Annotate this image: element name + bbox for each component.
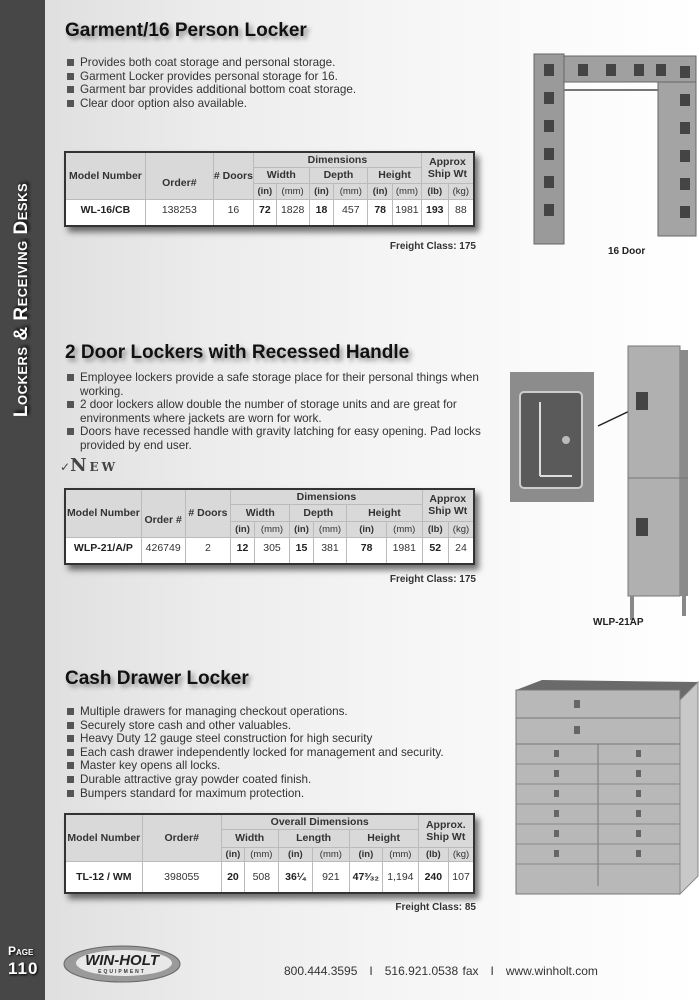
bullet-item: Durable attractive gray powder coated finish.	[66, 773, 444, 787]
phone-number: 800.444.3595	[284, 964, 358, 978]
2-door-locker-image	[510, 340, 699, 625]
header-model-number: Model Number	[65, 814, 142, 861]
cell-height-in: 47³⁄₃₂	[349, 861, 382, 893]
header-width: Width	[254, 167, 310, 183]
header-width: Width	[231, 504, 290, 521]
freight-class-2-door: Freight Class: 175	[389, 574, 476, 585]
cell-height-mm: 1981	[386, 537, 422, 564]
bullet-item: Clear door option also available.	[66, 97, 356, 111]
header-order: Order#	[145, 152, 213, 199]
win-holt-logo	[62, 940, 182, 986]
cell-weight-kg: 24	[448, 537, 474, 564]
header-overall-dimensions: Overall Dimensions	[221, 814, 418, 829]
section-title-garment-locker: Garment/16 Person Locker	[65, 20, 307, 41]
table-row	[65, 861, 474, 893]
header-length: Length	[278, 829, 349, 847]
cell-order: 398055	[142, 861, 221, 893]
cash-drawer-locker-image	[512, 676, 699, 906]
sidebar-category-title: Lockers & Receiving Desks	[11, 182, 32, 418]
cell-weight-lb: 193	[421, 199, 448, 226]
header-depth: Depth	[290, 504, 347, 521]
header-order: Order #	[141, 489, 185, 537]
header-ship-weight: Approx. Ship Wt	[418, 814, 474, 847]
header-model-number: Model Number	[65, 489, 141, 537]
cell-height-in: 78	[347, 537, 387, 564]
section-title-cash-drawer-locker: Cash Drawer Locker	[65, 668, 249, 689]
new-badge	[60, 455, 118, 476]
bullet-item: Securely store cash and other valuables.	[66, 719, 444, 733]
table-row	[65, 537, 474, 564]
cell-depth-in: 15	[290, 537, 313, 564]
cell-width-mm: 1828	[276, 199, 309, 226]
page-number: 110	[8, 959, 39, 978]
unit-mm: (mm)	[313, 847, 350, 861]
page-word: Page	[8, 944, 34, 958]
cell-depth-mm: 457	[334, 199, 368, 226]
cell-model: WL-16/CB	[65, 199, 145, 226]
unit-mm: (mm)	[245, 847, 278, 861]
header-model-number: Model Number	[65, 152, 145, 199]
cell-weight-kg: 88	[448, 199, 474, 226]
cell-order: 138253	[145, 199, 213, 226]
bullet-item: Employee lockers provide a safe storage place for their personal things when working.	[66, 371, 481, 398]
bullet-list-garment-locker	[66, 56, 356, 110]
cell-length-in: 36¼	[278, 861, 313, 893]
separator: I	[490, 964, 494, 978]
logo-sub-text: EQUIPMENT	[98, 969, 146, 975]
check-icon: ✓	[60, 460, 71, 474]
bullet-item: Bumpers standard for maximum protection.	[66, 787, 444, 801]
table-row	[65, 199, 474, 226]
header-height: Height	[368, 167, 422, 183]
bullet-list-2-door-lockers	[66, 371, 481, 453]
page-number-label	[8, 945, 38, 977]
cell-depth-mm: 381	[313, 537, 347, 564]
freight-class-cash-drawer: Freight Class: 85	[395, 902, 476, 913]
header-doors: # Doors	[185, 489, 231, 537]
bullet-item: Doors have recessed handle with gravity latching for easy opening. Pad locks provided by end user.	[66, 425, 481, 452]
cell-height-mm: 1,194	[383, 861, 419, 893]
logo-main-text: WIN-HOLT	[85, 952, 159, 969]
unit-in: (in)	[309, 183, 334, 199]
bullet-item: Master key opens all locks.	[66, 759, 444, 773]
spec-table-2-door-lockers	[64, 488, 475, 565]
unit-mm: (mm)	[386, 521, 422, 537]
header-ship-weight: Approx Ship Wt	[422, 489, 474, 521]
header-height: Height	[349, 829, 418, 847]
sidebar	[0, 0, 45, 1000]
unit-in: (in)	[368, 183, 393, 199]
cell-width-mm: 508	[245, 861, 278, 893]
bullet-item: Each cash drawer independently locked for management and security.	[66, 746, 444, 760]
cell-height-mm: 1981	[393, 199, 422, 226]
header-ship-weight: Approx Ship Wt	[421, 152, 474, 183]
bullet-item: Garment bar provides additional bottom coat storage.	[66, 83, 356, 97]
unit-in: (in)	[349, 847, 382, 861]
unit-kg: (kg)	[448, 183, 474, 199]
cell-width-in: 12	[231, 537, 254, 564]
unit-in: (in)	[231, 521, 254, 537]
freight-class-garment: Freight Class: 175	[389, 241, 476, 252]
cell-length-mm: 921	[313, 861, 350, 893]
unit-lb: (lb)	[418, 847, 448, 861]
header-height: Height	[347, 504, 422, 521]
image-caption-16-door: 16 Door	[608, 246, 646, 257]
cell-order: 426749	[141, 537, 185, 564]
cell-width-mm: 305	[254, 537, 290, 564]
cell-doors: 2	[185, 537, 231, 564]
unit-in: (in)	[347, 521, 387, 537]
unit-in: (in)	[221, 847, 244, 861]
spec-table-garment-locker	[64, 151, 475, 227]
unit-mm: (mm)	[254, 521, 290, 537]
separator: I	[369, 964, 373, 978]
website-link[interactable]: www.winholt.com	[505, 964, 598, 978]
unit-lb: (lb)	[422, 521, 448, 537]
image-caption-wlp-21ap: WLP-21AP	[593, 617, 644, 628]
unit-mm: (mm)	[334, 183, 368, 199]
unit-in: (in)	[254, 183, 277, 199]
header-depth: Depth	[309, 167, 368, 183]
unit-mm: (mm)	[313, 521, 347, 537]
unit-mm: (mm)	[393, 183, 422, 199]
cell-weight-lb: 240	[418, 861, 448, 893]
fax-number: 516.921.0538 fax	[384, 964, 479, 978]
cell-depth-in: 18	[309, 199, 334, 226]
header-dimensions: Dimensions	[231, 489, 422, 504]
new-badge-first-letter: N	[70, 455, 90, 476]
spec-table-cash-drawer	[64, 813, 475, 894]
header-dimensions: Dimensions	[254, 152, 422, 167]
header-width: Width	[221, 829, 278, 847]
cell-width-in: 72	[254, 199, 277, 226]
footer-contact	[284, 964, 598, 978]
unit-kg: (kg)	[448, 521, 474, 537]
unit-mm: (mm)	[276, 183, 309, 199]
unit-in: (in)	[290, 521, 313, 537]
header-doors: # Doors	[213, 152, 253, 199]
cell-width-in: 20	[221, 861, 244, 893]
cell-height-in: 78	[368, 199, 393, 226]
unit-in: (in)	[278, 847, 313, 861]
cell-weight-lb: 52	[422, 537, 448, 564]
unit-kg: (kg)	[449, 847, 474, 861]
bullet-list-cash-drawer	[66, 705, 444, 800]
bullet-item: 2 door lockers allow double the number of storage units and are great for environments where jackets are worn for work.	[66, 398, 481, 425]
garment-locker-image	[530, 50, 699, 250]
new-badge-rest: EW	[89, 460, 119, 474]
unit-lb: (lb)	[421, 183, 448, 199]
cell-model: WLP-21/A/P	[65, 537, 141, 564]
cell-model: TL-12 / WM	[65, 861, 142, 893]
bullet-item: Garment Locker provides personal storage for 16.	[66, 70, 356, 84]
unit-mm: (mm)	[383, 847, 419, 861]
bullet-item: Heavy Duty 12 gauge steel construction for high security	[66, 732, 444, 746]
cell-doors: 16	[213, 199, 253, 226]
bullet-item: Multiple drawers for managing checkout operations.	[66, 705, 444, 719]
header-order: Order#	[142, 814, 221, 861]
cell-weight-kg: 107	[449, 861, 474, 893]
section-title-2-door-lockers: 2 Door Lockers with Recessed Handle	[65, 342, 410, 363]
bullet-item: Provides both coat storage and personal storage.	[66, 56, 356, 70]
